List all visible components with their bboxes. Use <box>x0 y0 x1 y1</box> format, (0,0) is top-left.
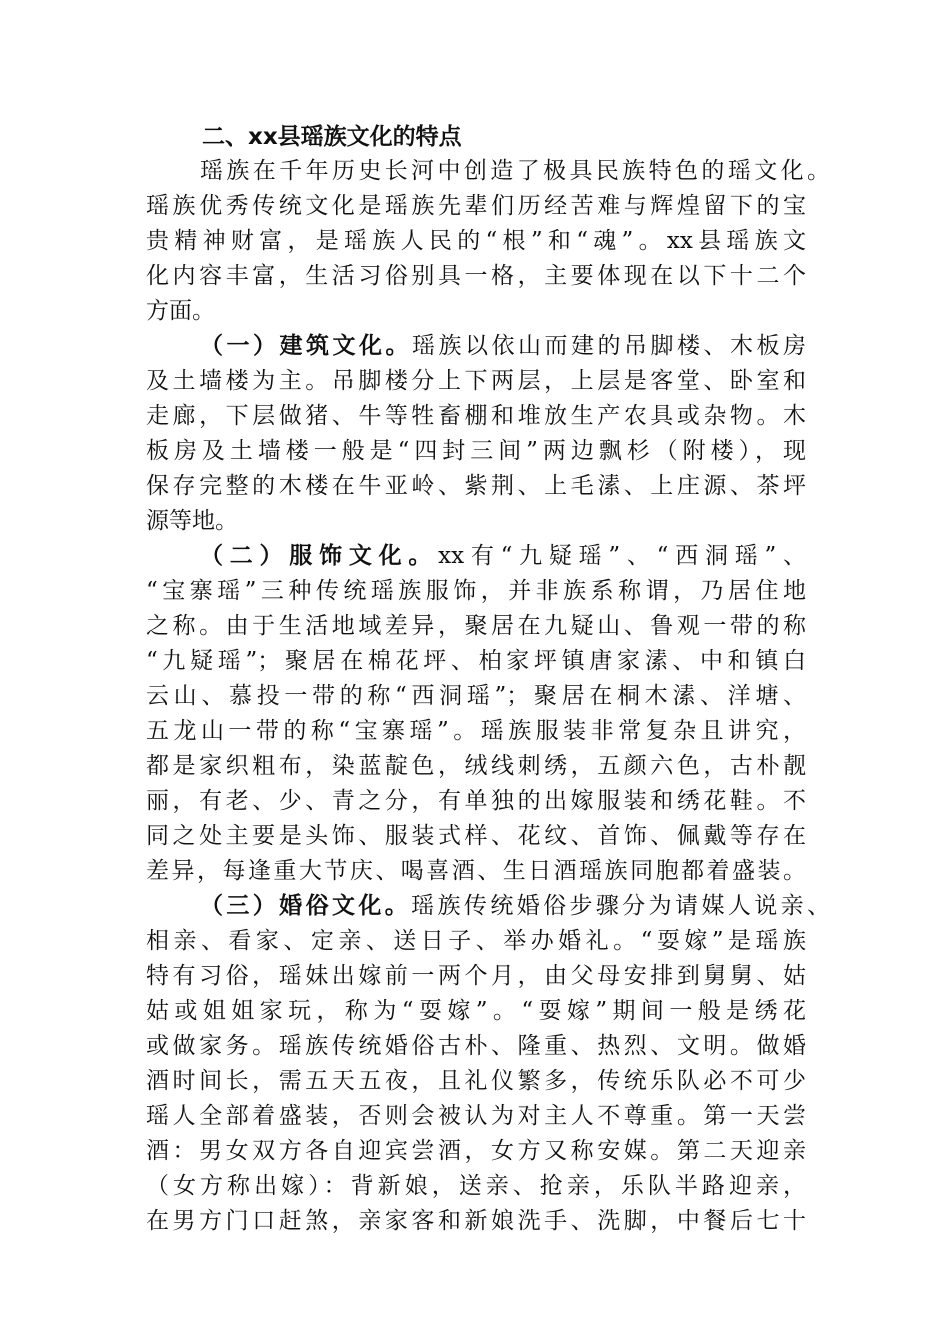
section3-line: 姑或姐姐家玩，称为“耍嫁”。“耍嫁”期间一般是绣花 <box>146 998 806 1024</box>
section3-line: 在男方门口赶煞，亲家客和新娘洗手、洗脚，中餐后七十 <box>146 1208 806 1234</box>
section3-first-line <box>200 889 830 923</box>
intro-line: 化内容丰富，生活习俗别具一格，主要体现在以下十二个 <box>146 263 806 289</box>
section2-line: 之称。由于生活地域差异，聚居在九疑山、鲁观一带的称 <box>146 613 806 639</box>
section3-title: （三）婚俗文化。 <box>200 893 412 919</box>
section2-line: 云山、慕投一带的称“西洞瑶”；聚居在桐木溸、洋塘、 <box>146 683 806 709</box>
section3-line: 酒时间长，需五天五夜，且礼仪繁多，传统乐队必不可少 <box>146 1068 806 1094</box>
section1-line: 源等地。 <box>146 508 238 534</box>
section2-line: 丽，有老、少、青之分，有单独的出嫁服装和绣花鞋。不 <box>146 788 806 814</box>
section2-line: “九疑瑶”；聚居在棉花坪、柏家坪镇唐家溸、中和镇白 <box>146 648 806 674</box>
section3-line: 特有习俗，瑶妹出嫁前一两个月，由父母安排到舅舅、姑 <box>146 963 806 989</box>
section2-line: 差异，每逢重大节庆、喝喜酒、生日酒瑶族同胞都着盛装。 <box>146 858 806 884</box>
section2-line: “宝寨瑶”三种传统瑶族服饰，并非族系称谓，乃居住地 <box>146 578 806 604</box>
section3-line: （女方称出嫁）：背新娘，送亲、抢亲，乐队半路迎亲， <box>146 1173 806 1199</box>
section1-first-line <box>200 329 806 363</box>
section2-line: 同之处主要是头饰、服装式样、花纹、首饰、佩戴等存在 <box>146 823 806 849</box>
section1-line: 板房及土墙楼一般是“四封三间”两边飘杉（附楼），现 <box>146 438 806 464</box>
section2-line: 都是家织粗布，染蓝靛色，绒线刺绣，五颜六色，古朴靓 <box>146 753 806 779</box>
section1-line: 走廊，下层做猪、牛等牲畜棚和堆放生产农具或杂物。木 <box>146 403 806 429</box>
section3-first-text: 瑶族传统婚俗步骤分为请媒人说亲、 <box>411 893 831 919</box>
section-heading: 二、xx县瑶族文化的特点 <box>202 124 462 150</box>
section1-first-text: 瑶族以依山而建的吊脚楼、木板房 <box>412 333 806 359</box>
section2-first-line <box>200 539 806 573</box>
section2-line: 五龙山一带的称“宝寨瑶”。瑶族服装非常复杂且讲究， <box>146 718 806 744</box>
intro-line: 方面。 <box>146 298 215 324</box>
section2-first-text: xx有“九疑瑶”、“西洞瑶”、 <box>438 543 806 569</box>
section3-line: 相亲、看家、定亲、送日子、举办婚礼。“耍嫁”是瑶族 <box>146 928 806 954</box>
intro-line: 瑶族在千年历史长河中创造了极具民族特色的瑶文化。 <box>200 158 830 184</box>
section1-line: 及土墙楼为主。吊脚楼分上下两层，上层是客堂、卧室和 <box>146 368 806 394</box>
section3-line: 或做家务。瑶族传统婚俗古朴、隆重、热烈、文明。做婚 <box>146 1033 806 1059</box>
section1-title: （一）建筑文化。 <box>200 333 412 359</box>
section2-title: （二）服饰文化。 <box>200 543 439 569</box>
section3-line: 瑶人全部着盛装，否则会被认为对主人不尊重。第一天尝 <box>146 1103 806 1129</box>
intro-line: 瑶族优秀传统文化是瑶族先辈们历经苦难与辉煌留下的宝 <box>146 193 806 219</box>
section3-line: 酒：男女双方各自迎宾尝酒，女方又称安媒。第二天迎亲 <box>146 1138 806 1164</box>
intro-line: 贵精神财富，是瑶族人民的“根”和“魂”。xx县瑶族文 <box>146 228 806 254</box>
section1-line: 保存完整的木楼在牛亚岭、紫荆、上毛溸、上庄源、茶坪 <box>146 473 806 499</box>
